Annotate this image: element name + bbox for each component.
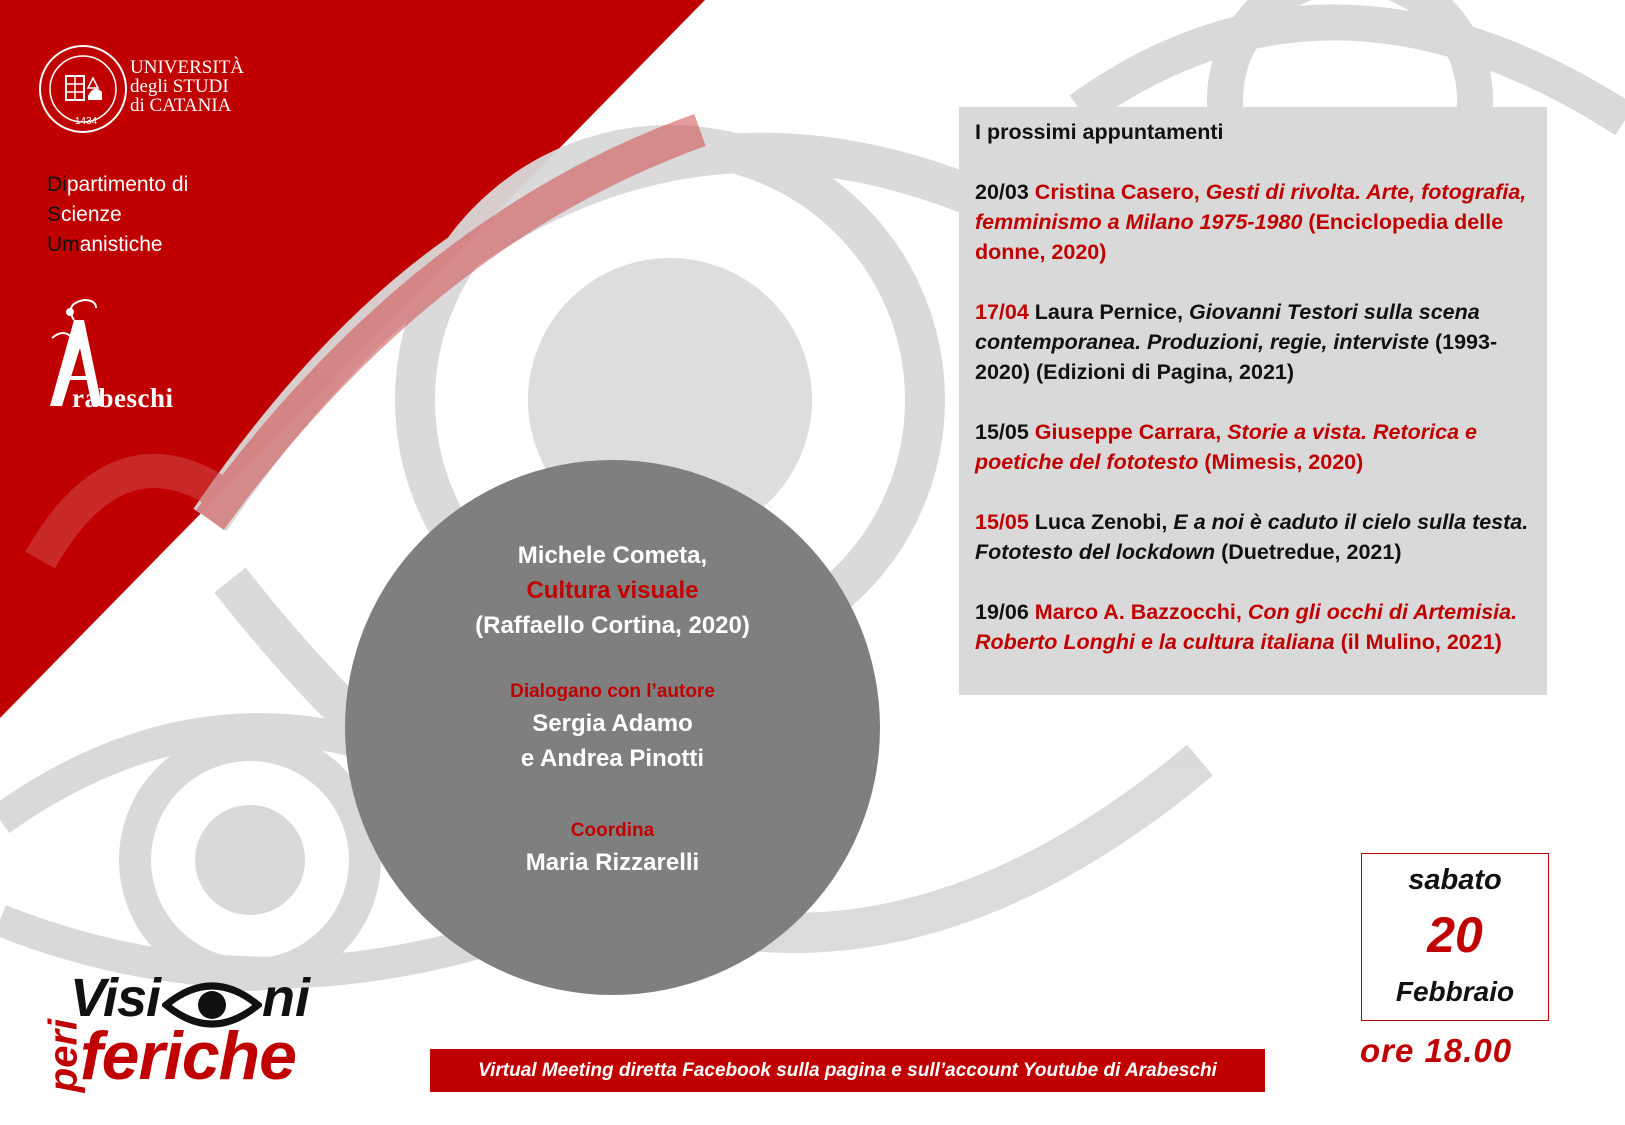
series-logo-peri: peri	[41, 1018, 86, 1093]
event-day: 20	[1427, 907, 1483, 963]
series-logo-feriche: feriche	[80, 1018, 296, 1094]
series-logo-ni: ni	[262, 968, 310, 1028]
university-name-line1: UNIVERSITÀ	[130, 57, 244, 78]
appointment-item: 17/04 Laura Pernice, Giovanni Testori sulla scena contemporanea. Produzioni, regie, interviste (1993-2020) (Edizioni di Pagina, 2021)	[975, 300, 1498, 384]
guest-2: e Andrea Pinotti	[520, 745, 705, 772]
event-book-title: Cultura visuale	[526, 577, 699, 604]
event-time: ore 18.00	[1360, 1032, 1513, 1069]
virtual-meeting-banner: Virtual Meeting diretta Facebook sulla pagina e sull’account Youtube di Arabeschi	[430, 1049, 1265, 1092]
event-month: Febbraio	[1395, 976, 1515, 1007]
coordinator-label: Coordina	[570, 820, 655, 841]
eye-motif-bottom-pupil	[195, 805, 305, 915]
appointment-item: 19/06 Marco A. Bazzocchi, Con gli occhi di Artemisia. Roberto Longhi e la cultura italiana (il Mulino, 2021)	[975, 600, 1518, 654]
guest-1: Sergia Adamo	[532, 710, 693, 737]
series-logo	[22, 968, 342, 1100]
appointment-item: 15/05 Giuseppe Carrara, Storie a vista. Retorica e poetiche del fototesto (Mimesis, 2020)	[975, 420, 1477, 474]
department-line: Scienze	[47, 203, 122, 226]
department-name	[47, 170, 188, 260]
event-author: Michele Cometa,	[517, 542, 708, 569]
seal-year: 1434	[74, 116, 98, 127]
appointment-item: 20/03 Cristina Casero, Gesti di rivolta. Arte, fotografia, femminismo a Milano 1975-1980 (Enciclopedia delle donne, 2020)	[975, 180, 1527, 264]
appointments-heading: I prossimi appuntamenti	[975, 120, 1224, 144]
university-name-line3: di CATANIA	[130, 95, 232, 116]
department-line: Dipartimento di	[47, 173, 189, 196]
university-name-line2: degli STUDI	[130, 76, 229, 97]
department-line: Umanistiche	[47, 233, 163, 256]
coordinator-name: Maria Rizzarelli	[525, 849, 700, 876]
arabeschi-wordmark: rabeschi	[72, 383, 174, 413]
date-box	[1361, 853, 1549, 1021]
event-circle	[345, 460, 880, 995]
series-logo-visi: Visi	[70, 968, 161, 1028]
appointment-item: 15/05 Luca Zenobi, E a noi è caduto il cielo sulla testa. Fototesto del lockdown (Duetredue, 2021)	[975, 510, 1529, 564]
event-publisher: (Raffaello Cortina, 2020)	[475, 612, 750, 639]
dialogue-label: Dialogano con l’autore	[510, 681, 715, 702]
university-name	[130, 58, 244, 115]
event-weekday: sabato	[1408, 864, 1502, 896]
appointments-panel	[959, 107, 1547, 695]
